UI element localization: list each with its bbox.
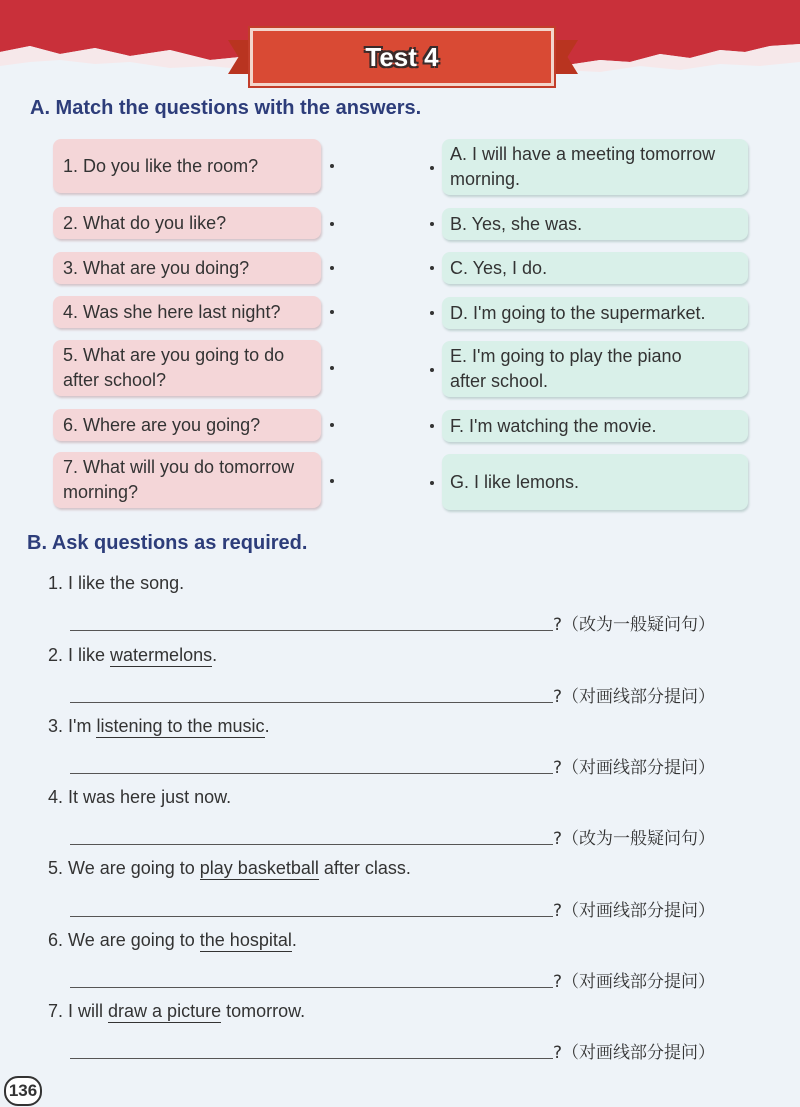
exercise-sentence-3 xyxy=(48,716,270,737)
answer-line-1[interactable] xyxy=(70,630,553,631)
answer-box-c xyxy=(442,252,748,284)
item-number: 7. xyxy=(48,1001,64,1021)
answer-box-d xyxy=(442,297,748,329)
item-number: 2. xyxy=(48,645,64,665)
sentence-text: . xyxy=(291,930,297,950)
sentence-text: after class. xyxy=(318,858,411,878)
answer-box-g xyxy=(442,454,748,510)
instruction-4: ?（改为一般疑问句） xyxy=(553,829,716,849)
item-number: 1. xyxy=(48,573,64,593)
page-number: 136 xyxy=(4,1076,42,1106)
answer-text: A. I will have a meeting tomorrow morning. xyxy=(450,144,716,189)
underlined-part: draw a picture xyxy=(108,1001,222,1021)
match-dot[interactable] xyxy=(330,164,334,168)
sentence-text: I'm xyxy=(68,716,97,736)
answer-text: C. Yes, I do. xyxy=(450,257,548,278)
match-dot[interactable] xyxy=(330,366,334,370)
instruction-2: ?（对画线部分提问） xyxy=(553,687,716,707)
sentence-text: We are going to xyxy=(68,930,200,950)
answer-line-7[interactable] xyxy=(70,1058,553,1059)
question-text: 1. Do you like the room? xyxy=(63,155,259,176)
section-b-heading: B. Ask questions as required. xyxy=(27,532,308,554)
question-text: 5. What are you going to do after school? xyxy=(63,345,285,390)
question-box-6 xyxy=(53,409,321,441)
instruction-3: ?（对画线部分提问） xyxy=(553,758,716,778)
match-dot[interactable] xyxy=(330,423,334,427)
underlined-part: play basketball xyxy=(199,858,319,878)
match-dot[interactable] xyxy=(430,368,434,372)
answer-text: F. I'm watching the movie. xyxy=(450,415,657,436)
match-dot[interactable] xyxy=(330,479,334,483)
answer-text: D. I'm going to the supermarket. xyxy=(450,302,706,323)
item-number: 5. xyxy=(48,858,64,878)
exercise-sentence-1 xyxy=(48,573,184,594)
exercise-sentence-5 xyxy=(48,858,411,879)
instruction-6: ?（对画线部分提问） xyxy=(553,972,716,992)
question-box-7 xyxy=(53,452,321,508)
item-number: 4. xyxy=(48,787,64,807)
answer-line-5[interactable] xyxy=(70,916,553,917)
underlined-part: listening to the music xyxy=(96,716,265,736)
answer-line-6[interactable] xyxy=(70,987,553,988)
exercise-sentence-7 xyxy=(48,1001,305,1022)
question-text: 3. What are you doing? xyxy=(63,257,250,278)
match-dot[interactable] xyxy=(430,166,434,170)
section-a-heading: A. Match the questions with the answers. xyxy=(30,97,422,119)
underlined-part: the hospital xyxy=(199,930,292,950)
question-text: 7. What will you do tomorrow morning? xyxy=(63,457,295,502)
match-dot[interactable] xyxy=(430,311,434,315)
sentence-text: I will xyxy=(68,1001,109,1021)
answer-box-a xyxy=(442,139,748,195)
question-box-4 xyxy=(53,296,321,328)
exercise-sentence-2 xyxy=(48,645,217,666)
question-box-5 xyxy=(53,340,321,396)
exercise-sentence-6 xyxy=(48,930,297,951)
match-dot[interactable] xyxy=(330,266,334,270)
instruction-7: ?（对画线部分提问） xyxy=(553,1043,716,1063)
sentence-text: It was here just now. xyxy=(68,787,232,807)
match-dot[interactable] xyxy=(330,310,334,314)
question-text: 2. What do you like? xyxy=(63,212,227,233)
match-dot[interactable] xyxy=(430,424,434,428)
instruction-5: ?（对画线部分提问） xyxy=(553,901,716,921)
sentence-text: I like the song. xyxy=(68,573,185,593)
sentence-text: . xyxy=(264,716,270,736)
item-number: 3. xyxy=(48,716,64,736)
exercise-sentence-4 xyxy=(48,787,231,808)
answer-text: E. I'm going to play the piano after school. xyxy=(450,346,682,391)
match-dot[interactable] xyxy=(330,222,334,226)
answer-line-2[interactable] xyxy=(70,702,553,703)
question-text: 6. Where are you going? xyxy=(63,414,261,435)
answer-box-e xyxy=(442,341,748,397)
underlined-part: watermelons xyxy=(110,645,213,665)
question-box-1 xyxy=(53,139,321,193)
page-title: Test 4 xyxy=(365,41,439,72)
question-box-3 xyxy=(53,252,321,284)
answer-box-b xyxy=(442,208,748,240)
sentence-text: tomorrow. xyxy=(221,1001,306,1021)
sentence-text: We are going to xyxy=(68,858,200,878)
match-dot[interactable] xyxy=(430,481,434,485)
question-text: 4. Was she here last night? xyxy=(63,301,281,322)
answer-line-4[interactable] xyxy=(70,844,553,845)
item-number: 6. xyxy=(48,930,64,950)
answer-line-3[interactable] xyxy=(70,773,553,774)
sentence-text: . xyxy=(212,645,218,665)
answer-text: G. I like lemons. xyxy=(450,471,580,492)
answer-box-f xyxy=(442,410,748,442)
match-dot[interactable] xyxy=(430,222,434,226)
sentence-text: I like xyxy=(68,645,111,665)
title-banner xyxy=(250,28,554,86)
instruction-1: ?（改为一般疑问句） xyxy=(553,615,716,635)
question-box-2 xyxy=(53,207,321,239)
match-dot[interactable] xyxy=(430,266,434,270)
answer-text: B. Yes, she was. xyxy=(450,213,583,234)
